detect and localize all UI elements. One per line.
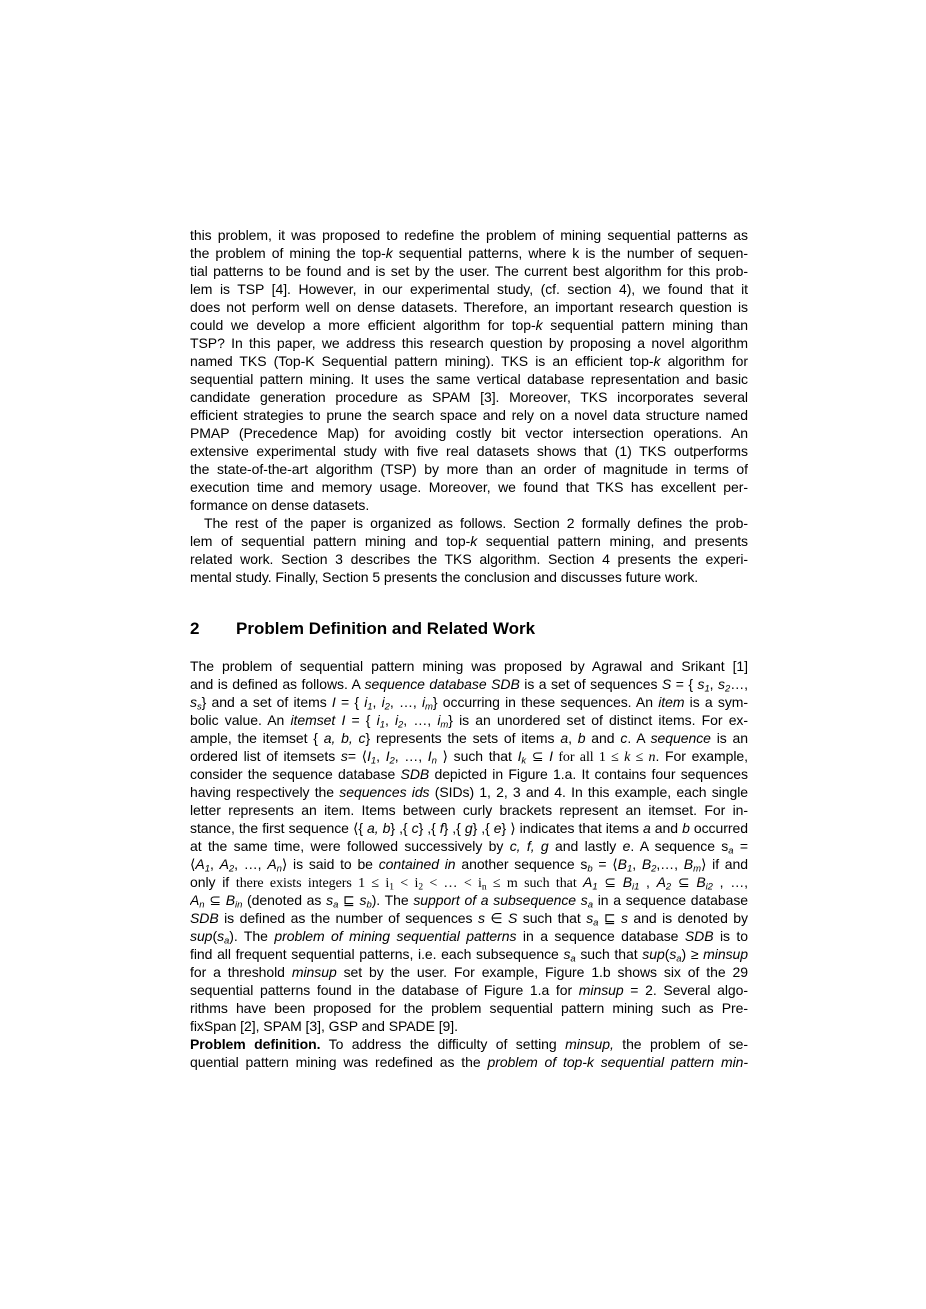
text-segment: i [376,712,380,728]
text-segment: and is denoted by [627,910,748,926]
text-segment: and [585,730,621,746]
text-segment: a [333,899,339,909]
text-segment: and is defined as follows. A [190,676,365,692]
text-segment: A [190,892,200,908]
text-segment: in a sequence database [592,892,748,908]
text-segment: B [683,856,694,872]
text-segment: itemset [290,712,336,728]
text-segment: (denoted as [242,892,327,908]
text-segment: the state-of-the-art algorithm (TSP) by more than an order of magnitude in terms of [190,461,748,477]
text-segment: minsup [291,964,337,980]
text-segment: rithms have been proposed for the problem sequential pattern mining such as Pre- [190,1000,748,1016]
text-segment: A [219,856,229,872]
text-segment: , [376,748,386,764]
text-segment: at the same time, were followed successively by [190,838,510,854]
text-segment: 1 [379,719,385,729]
text-segment: I [517,748,522,764]
text-segment: s [477,910,485,926]
text-segment: n [431,755,437,765]
text-segment: i [364,694,368,710]
text-line [190,298,748,316]
text-segment: the problem of se- [613,1036,748,1052]
text-segment: A [583,874,593,890]
text-segment: 2 [665,881,672,891]
text-segment: k [653,353,661,369]
text-segment: B [617,856,627,872]
text-line [190,550,748,568]
text-line [190,334,748,352]
text-segment: i1 [632,881,640,891]
text-line [190,514,748,532]
text-segment: The problem of sequential pattern mining was proposed by Agrawal and Srikant [1] [190,658,748,674]
text-segment: s [586,910,594,926]
text-segment: ⟩ is said to be [281,856,379,872]
text-segment: contained in [378,856,456,872]
text-segment: for all 1 ≤ [553,750,625,765]
text-segment: s [190,694,197,710]
text-line [190,388,748,406]
text-segment: s [340,748,348,764]
text-segment: m [440,719,449,729]
text-segment: s [196,701,202,711]
text-segment: set by the user. For example, Figure 1.b shows six of the 29 [336,964,748,980]
text-line [190,226,748,244]
text-segment: s [718,676,725,692]
text-segment: ( [664,946,670,962]
text-segment: . For example, [655,748,748,764]
text-segment: = 2. Several algo- [623,982,748,998]
text-segment: only if [190,874,236,890]
text-segment: i2 [705,881,713,891]
paragraph-paper-organization [190,514,748,586]
text-segment: problem of mining sequential patterns [274,928,517,944]
text-line [190,1035,748,1053]
text-segment: algorithm for [660,353,748,369]
text-segment: and lastly [548,838,623,854]
text-segment: sup [190,928,213,944]
text-line [190,819,748,837]
text-line [190,927,748,945]
text-segment: 1 [370,755,377,765]
text-segment: } ,{ [472,820,494,836]
text-segment: k [470,533,478,549]
text-segment: ⊆ [204,892,226,908]
paragraph-problem-definition [190,1035,748,1071]
text-segment: a [587,899,593,909]
text-segment: minsup [578,982,624,998]
text-segment: = { [345,712,377,728]
text-segment: I [331,694,336,710]
paragraph-intro-continued [190,226,748,514]
text-segment: < … < i [423,876,482,891]
text-segment: 1 [592,881,598,891]
text-segment: is to [713,928,748,944]
text-segment: ⊑ [338,892,360,908]
text-segment: c, f, g [509,838,549,854]
text-segment: sequential pattern mining. It uses the same vertical database representation and basic [190,371,748,387]
text-segment: TSP? In this paper, we address this research question by proposing a novel algorithm [190,335,748,351]
text-segment: SDB [400,766,430,782]
text-segment: SDB [190,910,219,926]
text-segment: To address the difficulty of setting [320,1036,566,1052]
text-segment: problem of top-k sequential pattern min- [487,1054,748,1070]
text-segment: 2 [384,701,390,711]
text-segment: e [493,820,502,836]
text-line [190,478,748,496]
text-segment: c [411,820,419,836]
text-line [190,891,748,909]
text-segment: S [507,910,518,926]
text-line [190,783,748,801]
text-segment: = ⟨ [347,748,368,764]
text-segment: depicted in Figure 1.a. It contains four sequences [429,766,748,782]
text-segment: sequential patterns found in the database of Figure 1.a for [190,982,579,998]
text-segment: ,…, [656,856,684,872]
text-line [190,873,748,891]
text-segment: minsup, [565,1036,614,1052]
text-line [190,442,748,460]
section-number: 2 [190,619,200,638]
text-line [190,460,748,478]
text-segment: a, b, c [323,730,366,746]
text-segment: ⊑ [598,910,621,926]
text-segment: b [682,820,690,836]
text-line [190,981,748,999]
text-segment: b [366,899,372,909]
text-segment: e [622,838,631,854]
text-line [190,801,748,819]
text-segment: sequential patterns, where k is the number of sequen- [392,245,748,261]
text-line [190,1017,748,1035]
text-line [190,693,748,711]
text-segment: ⊆ [597,874,623,890]
text-segment: efficient strategies to prune the search space and rely on a novel data structure named [190,407,748,423]
text-segment: having respectively the [190,784,340,800]
text-segment: i [421,694,426,710]
text-segment: ⟩ if and [700,856,748,872]
text-segment: } is an unordered set of distinct items. For ex- [448,712,748,728]
text-segment: , [568,730,578,746]
text-segment: = { [671,676,698,692]
text-line [190,532,748,550]
text-segment: Problem definition. [190,1036,321,1052]
text-segment: a [728,845,734,855]
text-segment: } occurring in these sequences. An [432,694,659,710]
text-segment: , [632,856,642,872]
text-segment: n [648,750,656,765]
text-segment: b [577,730,586,746]
text-segment: A [656,874,666,890]
text-segment: a [224,935,230,945]
text-segment: sequence database SDB [364,676,520,692]
text-line [190,1053,748,1071]
text-line [190,999,748,1017]
text-segment: …, [730,676,748,692]
text-segment: B [622,874,633,890]
text-line [190,262,748,280]
text-segment: ⟩ such that [436,748,518,764]
text-segment: } ⟩ indicates that items [501,820,643,836]
text-segment: g [464,820,473,836]
text-segment: and [650,820,683,836]
text-segment: another sequence s [455,856,588,872]
text-segment: s [697,676,705,692]
text-segment: formance on dense datasets. [190,497,370,513]
text-segment: (SIDs) 1, 2, 3 and 4. In this example, each single [429,784,748,800]
text-segment: ≤ [630,750,649,765]
text-segment: 1 [704,683,710,693]
text-line [190,496,748,514]
text-segment: such that [575,946,643,962]
text-segment: ) ≥ [681,946,704,962]
text-segment: 1 [389,882,394,891]
text-segment: there exists integers 1 ≤ i [235,876,390,891]
text-segment: is defined as the number of sequences [218,910,478,926]
text-segment: quential pattern mining was redefined as the [190,1054,488,1070]
text-segment: I [427,748,432,764]
text-segment: SDB [684,928,714,944]
text-segment: m [693,863,701,873]
text-segment: ordered list of itemsets [190,748,341,764]
text-segment: , …, [234,856,268,872]
text-segment: stance, the first sequence ⟨{ [190,820,368,836]
text-segment: , [209,856,220,872]
text-segment: a, b [367,820,391,836]
text-segment: fixSpan [2], SPAM [3], GSP and SPADE [9]. [190,1018,458,1034]
text-segment: ). The [371,892,414,908]
text-segment: in [235,899,243,909]
text-line [190,352,748,370]
paragraph-problem-definition-intro [190,657,748,1035]
text-segment: for a threshold [190,964,292,980]
text-segment: = { [335,694,365,710]
text-segment: I [341,712,346,728]
text-column [190,226,748,1071]
text-segment: } ,{ [443,820,465,836]
text-segment: = ⟨ [592,856,618,872]
text-segment: such that [517,910,587,926]
text-segment: minsup [703,946,748,962]
text-segment: sup [642,946,665,962]
text-segment: ≤ m such that [486,876,584,891]
text-segment: b [587,863,593,873]
text-segment: could we develop a more efficient algorithm for top- [190,317,536,333]
text-segment: < i [393,876,419,891]
text-segment: occurred [689,820,748,836]
text-segment: ). The [229,928,275,944]
text-segment: ample, the itemset { [190,730,324,746]
text-segment: , [384,712,395,728]
section-title: Problem Definition and Related Work [236,619,536,638]
text-segment: 2 [724,683,731,693]
text-segment: s [621,910,628,926]
text-segment: } ,{ [418,820,440,836]
text-segment: . A sequence s [630,838,729,854]
text-segment: k [385,245,393,261]
text-segment: I [549,748,554,764]
text-segment: , [709,676,719,692]
text-line [190,370,748,388]
text-segment: is a sym- [684,694,748,710]
text-segment: n [276,863,282,873]
text-segment: related work. Section 3 describes the TKS algorithm. Section 4 presents the experi- [190,551,748,567]
text-line [190,316,748,334]
text-segment: k [624,750,631,765]
text-segment: mental study. Finally, Section 5 presents the conclusion and discusses future work. [190,569,699,585]
text-segment: n [199,899,205,909]
text-segment: A [195,856,205,872]
text-segment: = [733,838,748,854]
text-segment: } represents the sets of items [365,730,561,746]
text-segment: 2 [651,863,657,873]
section-heading [190,618,748,640]
text-segment: tial patterns to be found and is set by the user. The current best algorithm for this prob- [190,263,748,279]
text-line [190,711,748,729]
text-segment: a [676,953,682,963]
text-line [190,729,748,747]
text-line [190,837,748,855]
text-segment: , [639,874,657,890]
text-segment: B [225,892,236,908]
text-segment: a [570,953,576,963]
text-segment: i [381,694,385,710]
text-segment: 2 [398,719,404,729]
text-segment: s [217,928,225,944]
text-segment: is a set of sequences [519,676,662,692]
text-segment: B [641,856,652,872]
text-segment: m [425,701,433,711]
text-segment: S [661,676,672,692]
text-segment: c [620,730,628,746]
text-segment: The rest of the paper is organized as follows. Section 2 formally defines the prob- [204,515,748,531]
text-segment: 1 [204,863,210,873]
text-line [190,406,748,424]
text-segment: the problem of mining the top- [190,245,386,261]
text-segment: is an [710,730,748,746]
text-segment: find all frequent sequential patterns, i.e. each subsequence [190,946,564,962]
text-segment: lem of sequential pattern mining and top- [190,533,471,549]
text-line [190,747,748,765]
text-segment: bolic value. An [190,712,291,728]
text-segment: k [535,317,543,333]
text-segment: , …, [389,694,422,710]
text-segment: lem is TSP [4]. However, in our experimental study, (cf. section 4), we found that it [190,281,748,297]
text-segment: sequential pattern mining, and presents [477,533,748,549]
text-segment: } and a set of items [201,694,332,710]
text-segment: I [367,748,371,764]
text-segment: this problem, it was proposed to redefine the problem of mining sequential patterns as [190,227,748,243]
text-segment: ⊆ [671,874,697,890]
text-line [190,963,748,981]
text-segment: k [521,755,527,765]
text-segment: consider the sequence database [190,766,401,782]
text-segment: named TKS (Top-K Sequential pattern mining). TKS is an efficient top- [190,353,654,369]
text-line [190,855,748,873]
text-segment: , …, [712,874,748,890]
text-segment: ( [212,928,218,944]
text-segment: a [593,917,599,927]
text-segment: ∈ [484,910,508,926]
text-segment: s [359,892,367,908]
text-segment: . A [627,730,651,746]
text-segment: A [267,856,277,872]
text-segment: a [642,820,651,836]
text-segment: does not perform well on dense datasets. Therefore, an important research question is [190,299,748,315]
text-segment: 1 [367,701,373,711]
text-segment: extensive experimental study with five real datasets shows that (1) TKS outperforms [190,443,748,459]
text-line [190,568,748,586]
text-line [190,657,748,675]
text-segment: letter represents an item. Items between curly brackets represent an itemset. For in- [190,802,748,818]
text-segment: execution time and memory usage. Moreover, we found that TKS has excellent per- [190,479,748,495]
text-segment: sequences ids [339,784,430,800]
text-segment: i [394,712,399,728]
text-segment: PMAP (Precedence Map) for avoiding costly bit vector intersection operations. An [190,425,748,441]
text-line [190,280,748,298]
text-segment: , [372,694,382,710]
text-segment: a [560,730,569,746]
text-line [190,675,748,693]
text-segment: i [437,712,441,728]
text-line [190,945,748,963]
text-segment: support of a subsequence [413,892,577,908]
text-segment: B [696,874,706,890]
text-segment: ⟨ [190,856,196,872]
text-line [190,909,748,927]
text-segment: 2 [228,863,235,873]
text-segment: , …, [394,748,428,764]
text-segment: f [439,820,444,836]
text-segment: s [580,892,588,908]
text-segment: in a sequence database [516,928,685,944]
text-segment: n [481,882,487,891]
text-segment: 1 [626,863,633,873]
text-line [190,244,748,262]
text-segment: I [385,748,390,764]
text-segment: item [658,694,685,710]
text-line [190,765,748,783]
text-segment: sequence [650,730,711,746]
text-segment: sequential pattern mining than [542,317,748,333]
text-segment: 2 [389,755,395,765]
text-segment: ⊆ [526,748,550,764]
text-segment: s [563,946,571,962]
text-segment: s [669,946,677,962]
text-segment: candidate generation procedure as SPAM [3]. Moreover, TKS incorporates several [190,389,748,405]
text-segment: 2 [418,882,424,891]
text-segment: } ,{ [390,820,412,836]
text-segment: , …, [403,712,438,728]
text-segment: s [326,892,334,908]
text-line [190,424,748,442]
